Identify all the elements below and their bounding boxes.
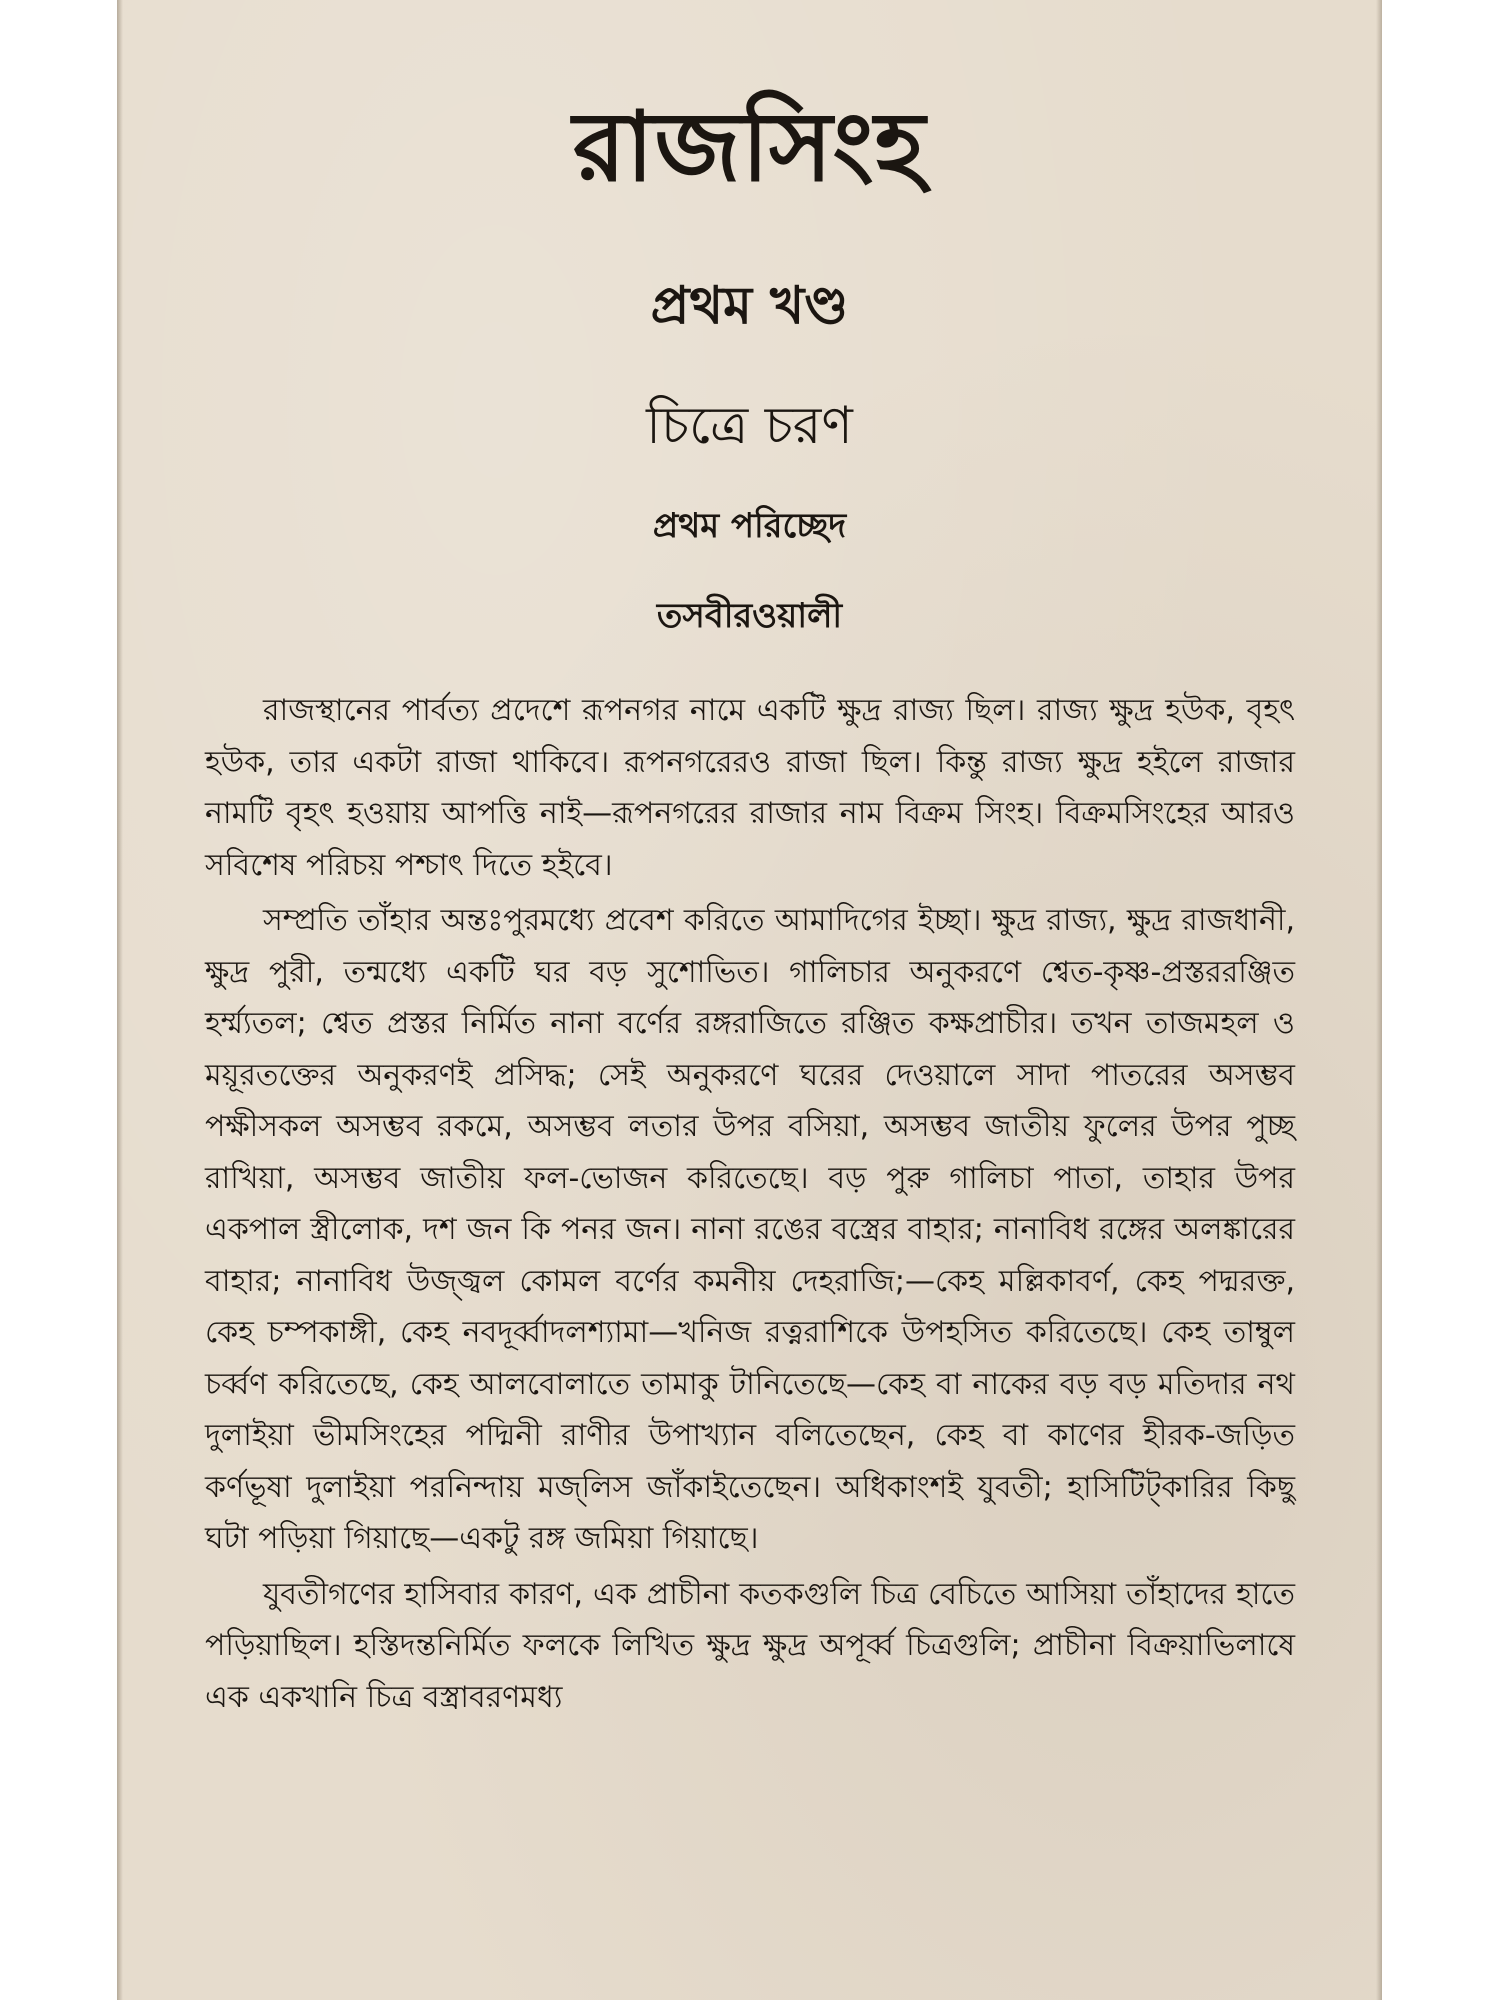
paragraph: সম্প্রতি তাঁহার অন্তঃপুরমধ্যে প্রবেশ করিতে আমাদিগের ইচ্ছা। ক্ষুদ্র রাজ্য, ক্ষুদ্র রাজধানী, ক্ষুদ্র পুরী, তন্মধ্যে একটি ঘর বড় সুশোভিত। গালিচার অনুকরণে শ্বেত-কৃষ্ণ-প্রস্তররঞ্জিত হর্ম্ম্যতল; শ্বেত প্রস্তর নির্মিত নানা বর্ণের রঙ্গরাজিতে রঞ্জিত কক্ষপ্রাচীর। তখন তাজমহল ও ময়ূরতক্তের অনুকরণই প্রসিদ্ধ; সেই অনুকরণে ঘরের দেওয়ালে সাদা পাতরের অসম্ভব পক্ষীসকল অসম্ভব রকমে, অসম্ভব লতার উপর বসিয়া, অসম্ভব জাতীয় ফুলের উপর পুচ্ছ রাখিয়া, অসম্ভব জাতীয় ফল-ভোজন করিতেছে। বড় পুরু গালিচা পাতা, তাহার উপর একপাল স্ত্রীলোক, দশ জন কি পনর জন। নানা রঙের বস্ত্রের বাহার; নানাবিধ রঙ্গের অলঙ্কারের বাহার; নানাবিধ উজ্জ্বল কোমল বর্ণের কমনীয় দেহরাজি;—কেহ মল্লিকাবর্ণ, কেহ পদ্মরক্ত, কেহ চম্পকাঙ্গী, কেহ নবদূর্ব্বাদলশ্যামা—খনিজ রত্নরাশিকে উপহসিত করিতেছে। কেহ তাম্বুল চর্ব্বণ করিতেছে, কেহ আলবোলাতে তামাকু টানিতেছে—কেহ বা নাকের বড় বড় মতিদার নথ দুলাইয়া ভীমসিংহের পদ্মিনী রাণীর উপাখ্যান বলিতেছেন, কেহ বা কাণের হীরক-জড়িত কর্ণভূষা দুলাইয়া পরনিন্দায় মজ্‌লিস জাঁকাইতেছেন। অধিকাংশই যুবতী; হাসিটিট্‌কারির কিছু ঘটা পড়িয়া গিয়াছে—একটু রঙ্গ জমিয়া গিয়াছে। (205, 903, 1295, 1556)
chapter-subtitle: তসবীরওয়ালী (656, 596, 843, 636)
paragraph: যুবতীগণের হাসিবার কারণ, এক প্রাচীনা কতকগুলি চিত্র বেচিতে আসিয়া তাঁহাদের হাতে পড়িয়াছিল। হস্তিদন্তনির্মিত ফলকে লিখিত ক্ষুদ্র ক্ষুদ্র অপূর্ব্ব চিত্রগুলি; প্রাচীনা বিক্রয়াভিলাষে এক একখানি চিত্র বস্ত্রাবরণমধ্য (205, 1576, 1295, 1715)
book-title: রাজসিংহ (572, 91, 927, 203)
part-title: প্রথম খণ্ড (650, 276, 849, 336)
book-page (117, 0, 1382, 2000)
chapter-title: প্রথম পরিচ্ছেদ (652, 506, 847, 546)
body-text (205, 685, 1295, 1727)
section-title: চিত্রে চরণ (646, 396, 853, 456)
paragraph: রাজস্থানের পার্বত্য প্রদেশে রূপনগর নামে একটি ক্ষুদ্র রাজ্য ছিল। রাজ্য ক্ষুদ্র হউক, বৃহৎ হউক, তার একটা রাজা থাকিবে। রূপনগরেরও রাজা ছিল। কিন্তু রাজ্য ক্ষুদ্র হইলে রাজার নামটি বৃহৎ হওয়ায় আপত্তি নাই—রূপনগরের রাজার নাম বিক্রম সিংহ। বিক্রমসিংহের আরও সবিশেষ পরিচয় পশ্চাৎ দিতে হইবে। (205, 693, 1295, 883)
